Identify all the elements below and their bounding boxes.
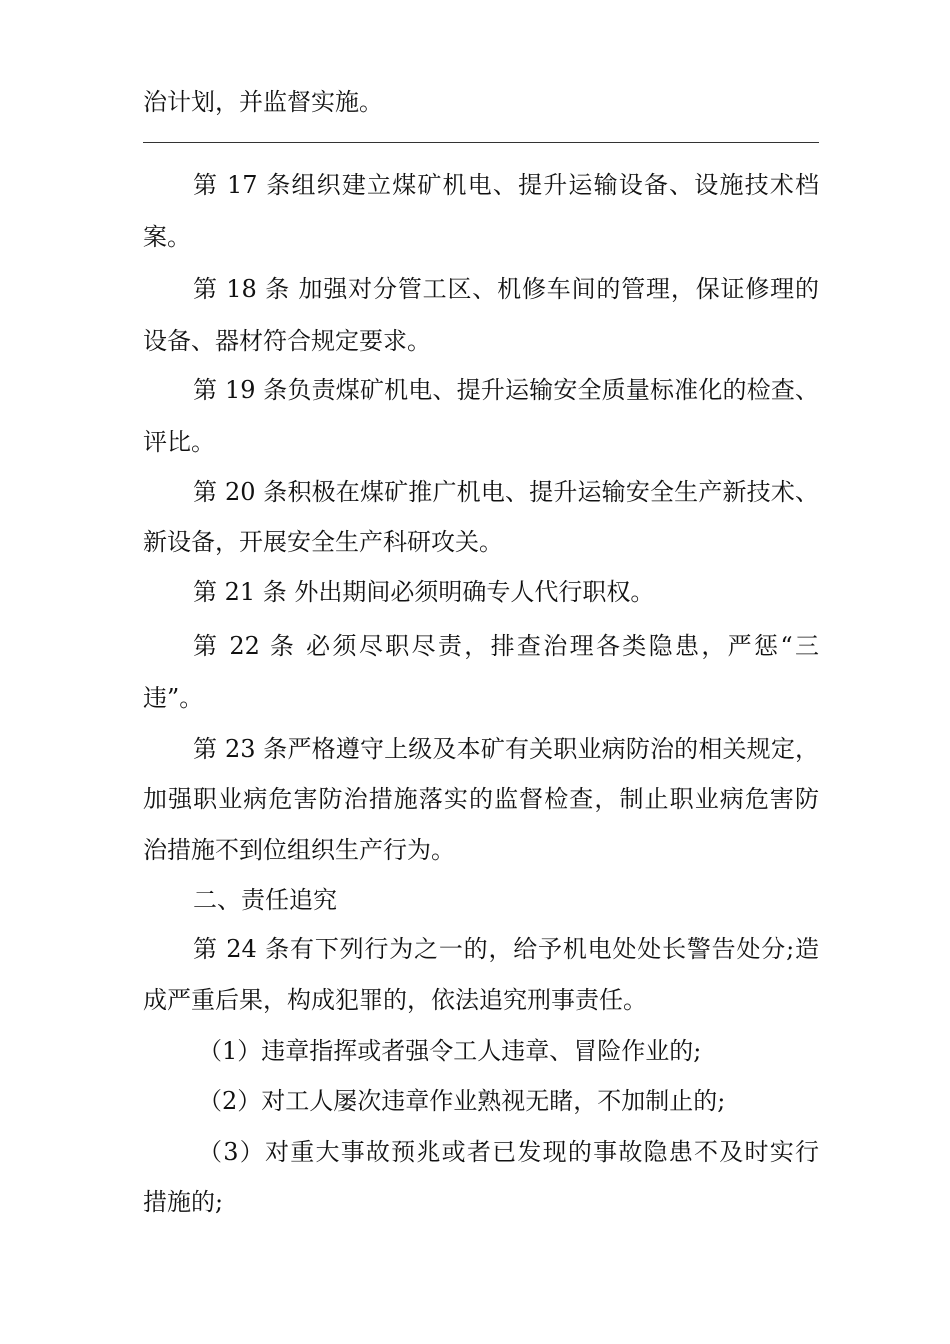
list-item-3-line-2: 措施的; [143, 1188, 224, 1216]
article-17-line-2: 案。 [143, 223, 191, 251]
article-20-line-2: 新设备，开展安全生产科研攻关。 [143, 528, 503, 556]
article-22-line-1: 第 22 条 必须尽职尽责，排查治理各类隐患，严惩“三 [193, 632, 819, 660]
article-23-line-3: 治措施不到位组织生产行为。 [143, 836, 455, 864]
section-heading: 二、责任追究 [193, 886, 337, 914]
article-22-line-2: 违”。 [143, 684, 204, 712]
article-23-line-2: 加强职业病危害防治措施落实的监督检查，制止职业病危害防 [143, 785, 819, 813]
article-18-line-2: 设备、器材符合规定要求。 [143, 327, 431, 355]
article-21-line: 第 21 条 外出期间必须明确专人代行职权。 [193, 578, 655, 606]
article-24-line-1: 第 24 条有下列行为之一的，给予机电处处长警告处分;造 [193, 935, 819, 963]
article-18-line-1: 第 18 条 加强对分管工区、机修车间的管理，保证修理的 [193, 275, 819, 303]
list-item-1: （1）违章指挥或者强令工人违章、冒险作业的; [198, 1037, 702, 1065]
section-divider [143, 142, 819, 143]
article-17-line-1: 第 17 条组织建立煤矿机电、提升运输设备、设施技术档 [193, 171, 819, 199]
article-23-line-1: 第 23 条严格遵守上级及本矿有关职业病防治的相关规定， [193, 735, 819, 763]
list-item-3-line-1: （3）对重大事故预兆或者已发现的事故隐患不及时实行 [198, 1138, 819, 1166]
list-item-2: （2）对工人屡次违章作业熟视无睹，不加制止的; [198, 1087, 726, 1115]
article-19-line-1: 第 19 条负责煤矿机电、提升运输安全质量标准化的检查、 [193, 376, 819, 404]
article-24-line-2: 成严重后果，构成犯罪的，依法追究刑事责任。 [143, 986, 647, 1014]
text-line: 治计划，并监督实施。 [143, 88, 383, 116]
article-20-line-1: 第 20 条积极在煤矿推广机电、提升运输安全生产新技术、 [193, 478, 819, 506]
article-19-line-2: 评比。 [143, 428, 215, 456]
